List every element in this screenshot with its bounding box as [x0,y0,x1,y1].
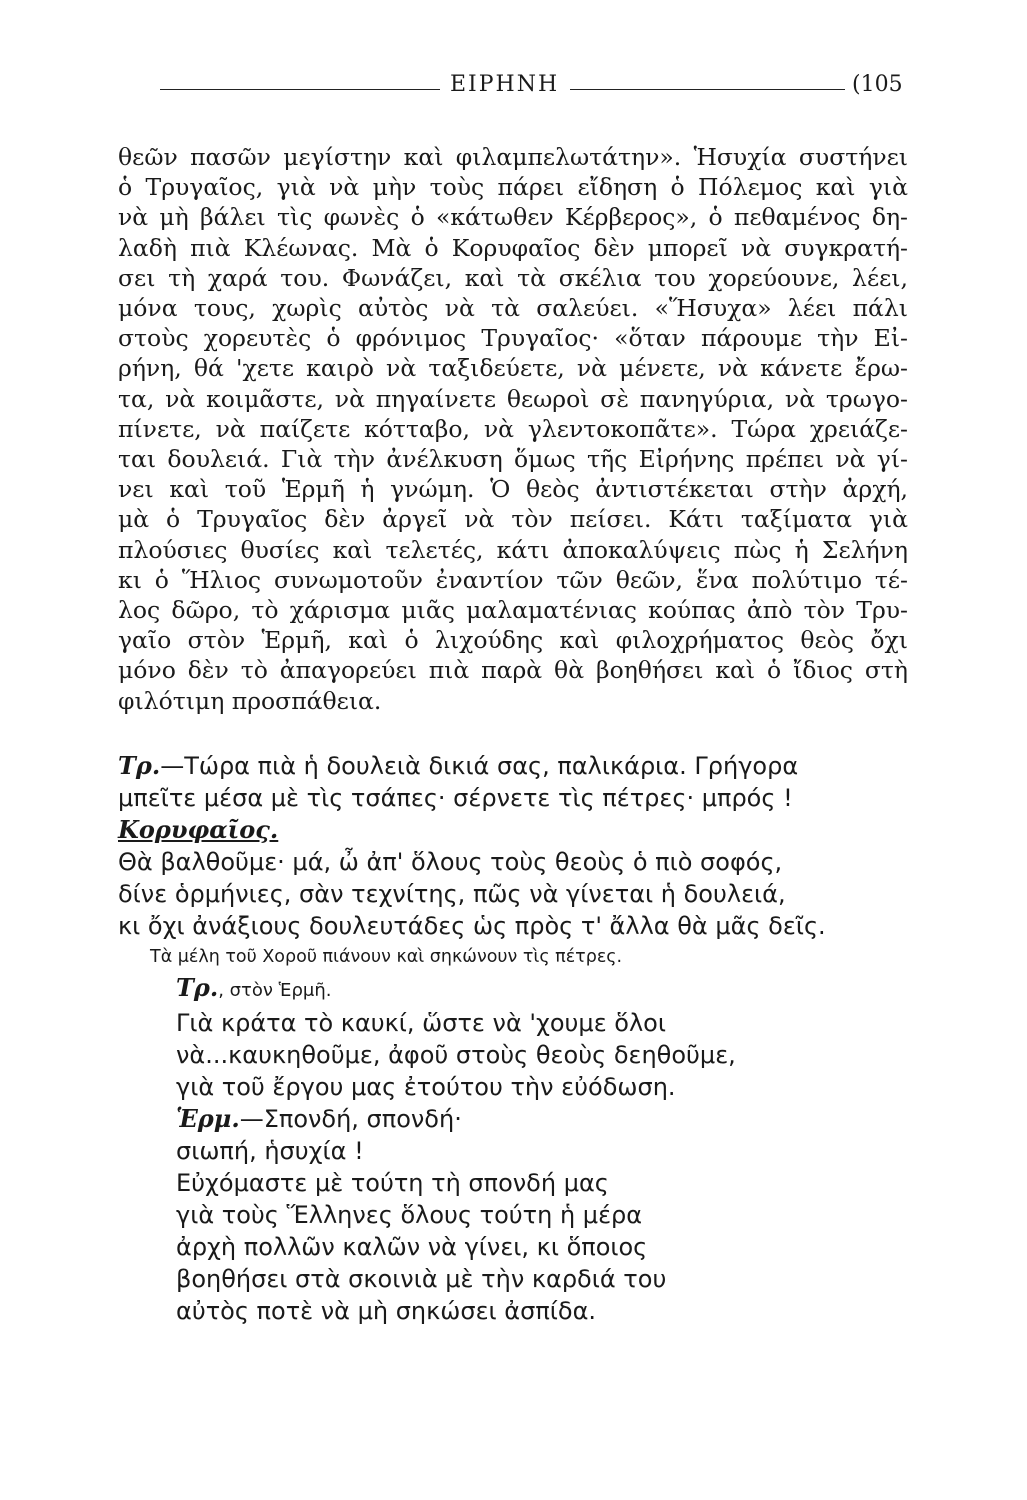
speaker-note: , στὸν Ἑρμῆ. [218,980,332,1001]
running-title: ΕΙΡΗΝΗ [450,72,560,97]
verse-line: Γιὰ κράτα τὸ καυκί, ὥστε νὰ 'χουμε ὅλοι [176,1009,666,1037]
prose-line: γαῖο στὸν Ἑρμῆ, καὶ ὁ λιχούδης καὶ φιλοχρήματος θεὸς ὄχι [118,626,908,655]
header-rule-right [570,89,845,90]
dialogue-text: —Σπονδή, σπονδή· [239,1105,462,1133]
prose-paragraph [118,142,908,716]
header-rule-left [160,89,440,90]
prose-line: τα, νὰ κοιμᾶστε, νὰ πηγαίνετε θεωροὶ σὲ πανηγύρια, νὰ τρωγο- [118,384,908,413]
prose-line: πλούσιες θυσίες καὶ τελετές, κάτι ἀποκαλύψεις πὼς ἡ Σελήνη [118,535,908,564]
speaker-trygaios: Τρ. [118,751,161,780]
dialogue-line: μπεῖτε μέσα μὲ τὶς τσάπες· σέρνετε τὶς πέτρες· μπρός ! [118,784,793,812]
page-number: (105 [852,72,903,97]
speaker-trygaios: Τρ. [176,973,219,1002]
verse-line: δίνε ὁρμήνιες, σὰν τεχνίτης, πῶς νὰ γίνεται ἡ δουλειά, [118,880,786,908]
prose-line: πίνετε, νὰ παίζετε κότταβο, νὰ γλεντοκοπᾶτε». Τώρα χρειάζε- [118,414,908,443]
speaker-hermes: Ἑρμ. [176,1104,240,1133]
verse-line: αὐτὸς ποτὲ νὰ μὴ σηκώσει ἀσπίδα. [176,1297,597,1325]
play-dialogue [118,750,918,1327]
verse-line: νὰ...καυκηθοῦμε, ἀφοῦ στοὺς θεοὺς δεηθοῦμε, [176,1041,736,1069]
prose-line: φιλότιμη προσπάθεια. [118,686,382,715]
verse-line: κι ὄχι ἀνάξιους δουλευτάδες ὡς πρὸς τ' ἄλλα θὰ μᾶς δεῖς. [118,912,826,940]
dialogue-text: —Τώρα πιὰ ἡ δουλειὰ δικιά σας, παλικάρια. Γρήγορα [160,752,799,780]
verse-line: βοηθήσει στὰ σκοινιὰ μὲ τὴν καρδιά του [176,1265,667,1293]
prose-line: νει καὶ τοῦ Ἑρμῆ ἡ γνώμη. Ὁ θεὸς ἀντιστέκεται στὴν ἀρχή, [118,475,908,504]
prose-line: στοὺς χορευτὲς ὁ φρόνιμος Τρυγαῖος· «ὅταν πάρουμε τὴν Εἰ- [118,324,908,353]
prose-line: σει τὴ χαρά του. Φωνάζει, καὶ τὰ σκέλια του χορεύουνε, λέει, [118,263,908,292]
speaker-koryfaios: Κορυφαῖος. [118,815,279,844]
prose-line: λαδὴ πιὰ Κλέωνας. Μὰ ὁ Κορυφαῖος δὲν μπορεῖ νὰ συγκρατή- [118,233,908,262]
dialogue-line [118,814,918,846]
prose-line: μόνο δὲν τὸ ἀπαγορεύει πιὰ παρὰ θὰ βοηθήσει καὶ ὁ ἴδιος στὴ [118,656,908,685]
verse-line: γιὰ τοὺς Ἕλληνες ὅλους τούτη ἡ μέρα [176,1201,643,1229]
prose-line: ὁ Τρυγαῖος, γιὰ νὰ μὴν τοὺς πάρει εἴδηση ὁ Πόλεμος καὶ γιὰ [118,173,908,202]
verse-line: Εὐχόμαστε μὲ τούτη τὴ σπονδή μας [176,1169,609,1197]
dialogue-line [118,1103,918,1135]
prose-line: μὰ ὁ Τρυγαῖος δὲν ἀργεῖ νὰ τὸν πείσει. Κάτι ταξίματα γιὰ [118,505,908,534]
dialogue-line [118,972,918,1007]
prose-line: νὰ μὴ βάλει τὶς φωνὲς ὁ «κάτωθεν Κέρβερος», ὁ πεθαμένος δη- [118,203,908,232]
prose-line: θεῶν πασῶν μεγίστην καὶ φιλαμπελωτάτην». Ἡσυχία συστήνει [118,143,908,171]
prose-line: ται δουλειά. Γιὰ τὴν ἀνέλκυση ὅμως τῆς Εἰρήνης πρέπει νὰ γί- [118,445,908,474]
verse-line: σιωπή, ἡσυχία ! [176,1137,364,1165]
verse-line: ἀρχὴ πολλῶν καλῶν νὰ γίνει, κι ὅποιος [176,1233,648,1261]
verse-line: Θὰ βαλθοῦμε· μά, ὦ ἀπ' ὅλους τοὺς θεοὺς ὁ πιὸ σοφός, [118,848,783,876]
verse-line: γιὰ τοῦ ἔργου μας ἐτούτου τὴν εὐόδωση. [176,1073,676,1101]
dialogue-line [118,750,918,782]
prose-line: κι ὁ Ἥλιος συνωμοτοῦν ἐναντίον τῶν θεῶν, ἕνα πολύτιμο τέ- [118,565,908,594]
prose-line: ρήνη, θά 'χετε καιρὸ νὰ ταξιδεύετε, νὰ μένετε, νὰ κάνετε ἔρω- [118,354,908,383]
running-header [160,72,910,102]
prose-line: λος δῶρο, τὸ χάρισμα μιᾶς μαλαματένιας κούπας ἀπὸ τὸν Τρυ- [118,596,908,625]
prose-line: μόνα τους, χωρὶς αὐτὸς νὰ τὰ σαλεύει. «Ἥσυχα» λέει πάλι [118,294,908,323]
stage-direction: Τὰ μέλη τοῦ Χοροῦ πιάνουν καὶ σηκώνουν τὶς πέτρες. [150,947,623,967]
